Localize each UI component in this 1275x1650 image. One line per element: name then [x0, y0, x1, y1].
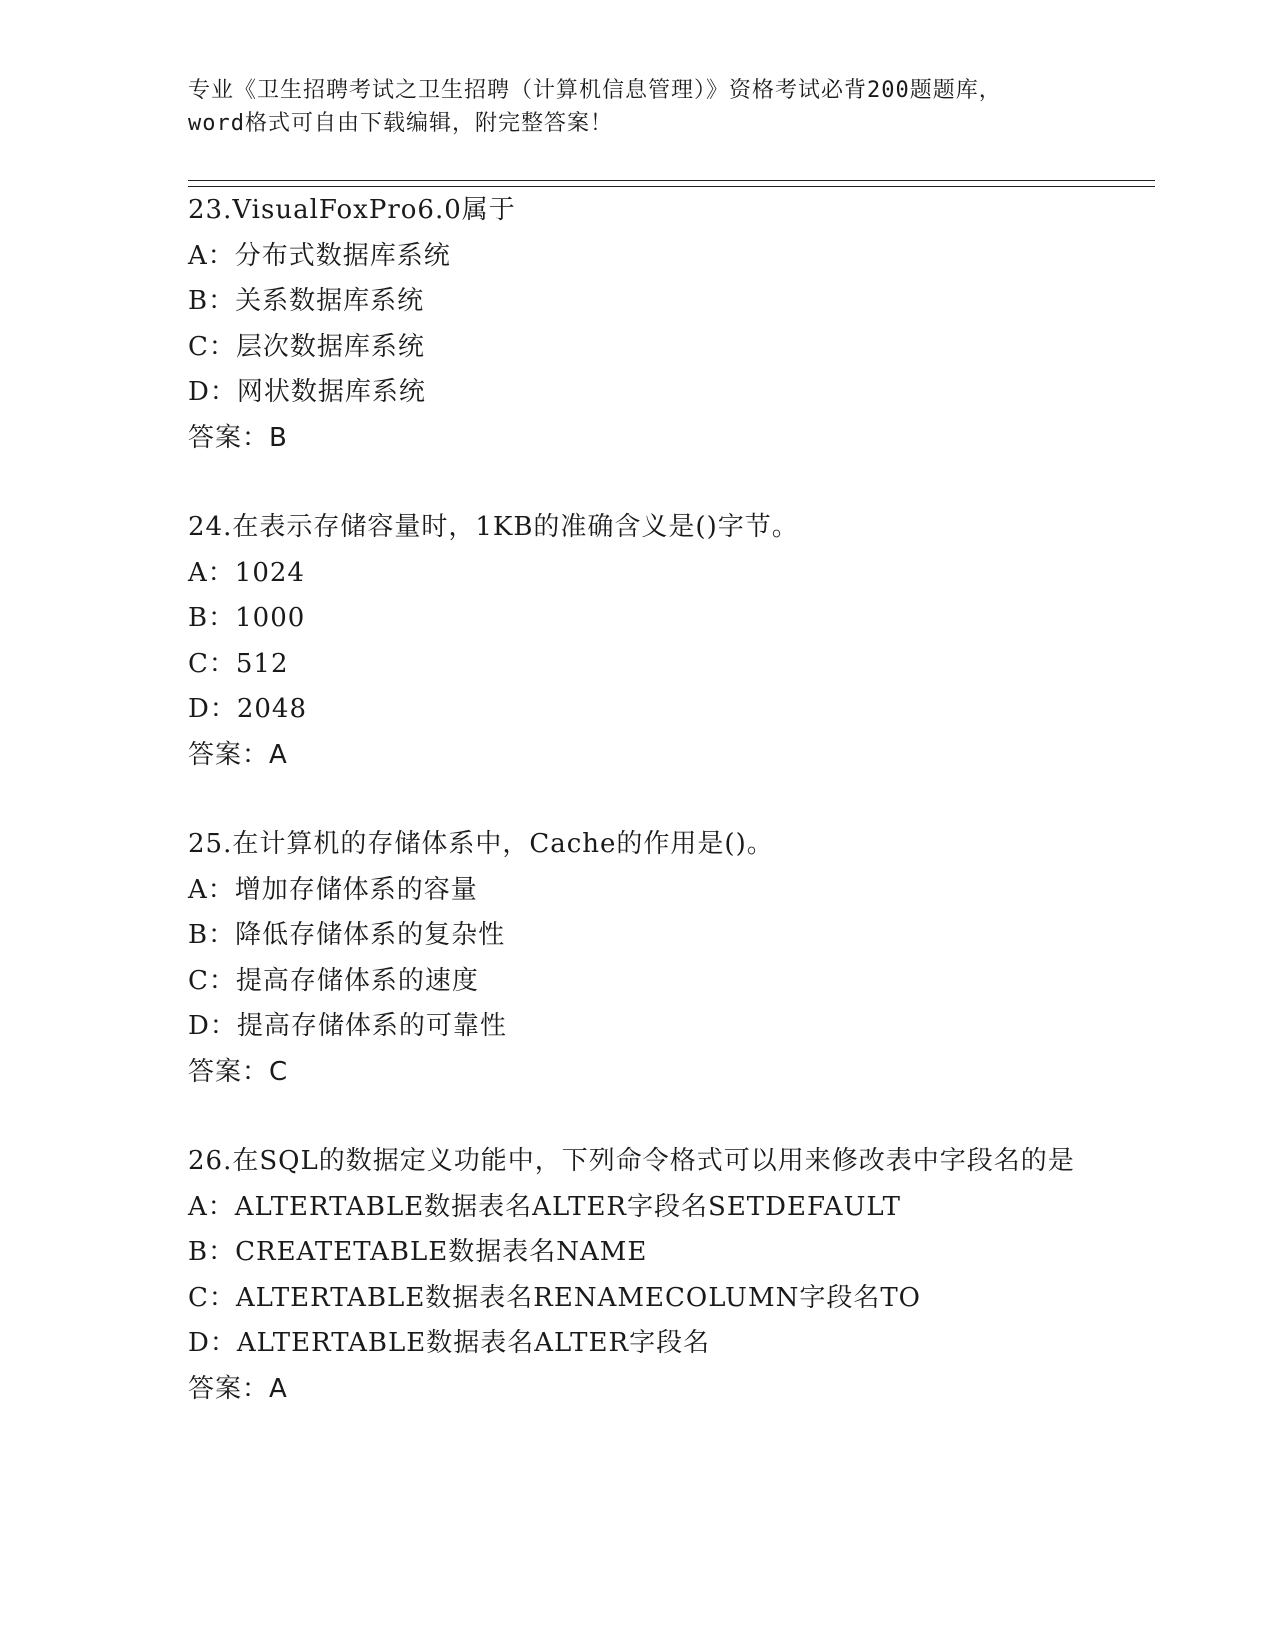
question-stem: 25.在计算机的存储体系中，Cache的作用是()。 [188, 829, 774, 859]
option-a: A：增加存储体系的容量 [188, 874, 478, 905]
question-24 [188, 505, 1088, 778]
option-d: D：ALTERTABLE数据表名ALTER字段名 [188, 1328, 711, 1358]
answer-line: 答案：B [188, 422, 288, 453]
answer-line: 答案：A [188, 739, 288, 770]
header-line-1: 专业《卫生招聘考试之卫生招聘（计算机信息管理）》资格考试必背200题题库， [188, 78, 1002, 103]
question-26 [188, 1139, 1088, 1412]
option-b: B：关系数据库系统 [188, 286, 425, 316]
option-c: C：层次数据库系统 [188, 331, 425, 362]
option-b: B：CREATETABLE数据表名NAME [188, 1237, 648, 1267]
header-divider-bottom [188, 186, 1155, 187]
question-stem: 26.在SQL的数据定义功能中，下列命令格式可以用来修改表中字段名的是 [188, 1146, 1075, 1176]
header-line-2: word格式可自由下载编辑，附完整答案！ [188, 111, 613, 136]
option-d: D：网状数据库系统 [188, 377, 426, 407]
question-25 [188, 822, 1088, 1095]
option-c: C：ALTERTABLE数据表名RENAMECOLUMN字段名TO [188, 1282, 921, 1313]
header-divider-top [188, 180, 1155, 181]
answer-line: 答案：A [188, 1373, 288, 1404]
document-header [188, 74, 1088, 140]
question-stem: 24.在表示存储容量时，1KB的准确含义是()字节。 [188, 512, 799, 542]
option-a: A：ALTERTABLE数据表名ALTER字段名SETDEFAULT [188, 1191, 901, 1222]
option-a: A：1024 [188, 557, 305, 588]
option-c: C：提高存储体系的速度 [188, 965, 479, 996]
option-b: B：1000 [188, 603, 306, 633]
option-d: D：2048 [188, 694, 308, 724]
option-a: A：分布式数据库系统 [188, 240, 451, 271]
option-d: D：提高存储体系的可靠性 [188, 1011, 507, 1041]
option-b: B：降低存储体系的复杂性 [188, 920, 506, 950]
option-c: C：512 [188, 648, 289, 679]
question-23 [188, 188, 1088, 461]
answer-line: 答案：C [188, 1056, 289, 1087]
question-stem: 23.VisualFoxPro6.0属于 [188, 195, 516, 225]
